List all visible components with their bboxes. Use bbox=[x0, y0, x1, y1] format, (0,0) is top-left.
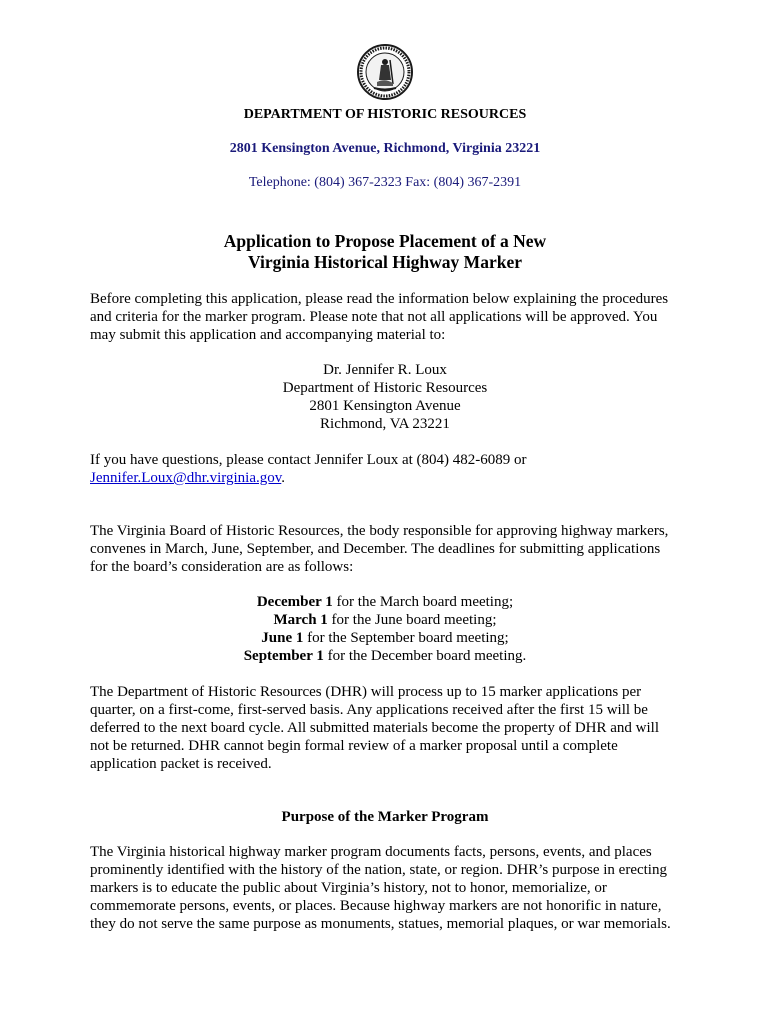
department-name: DEPARTMENT OF HISTORIC RESOURCES bbox=[243, 107, 527, 122]
processing-line-3: deferred to the next board cycle. All submitted materials become the property of DHR and will bbox=[90, 720, 659, 736]
document-title-line-2: Virginia Historical Highway Marker bbox=[248, 252, 522, 272]
deadline-text: for the March board meeting; bbox=[332, 594, 514, 610]
purpose-line-1: The Virginia historical highway marker program documents facts, persons, events, and places bbox=[90, 844, 652, 860]
mailing-city: Richmond, VA 23221 bbox=[320, 416, 450, 432]
virginia-seal-icon bbox=[357, 44, 413, 100]
document-title-line-1: Application to Propose Placement of a New bbox=[223, 231, 547, 251]
contact-email-line bbox=[90, 469, 285, 487]
processing-line-1: The Department of Historic Resources (DHR) will process up to 15 marker applications per bbox=[90, 684, 642, 700]
deadline-date: March 1 bbox=[273, 612, 328, 628]
deadline-date: September 1 bbox=[243, 648, 324, 664]
deadline-december bbox=[0, 593, 770, 611]
contact-period: . bbox=[281, 470, 286, 486]
deadline-date: December 1 bbox=[256, 594, 333, 610]
board-line-3: for the board’s consideration are as follows: bbox=[90, 559, 354, 575]
mailing-name: Dr. Jennifer R. Loux bbox=[323, 362, 447, 378]
purpose-heading: Purpose of the Marker Program bbox=[281, 809, 489, 825]
contact-line: If you have questions, please contact Jennifer Loux at (804) 482-6089 or bbox=[90, 452, 527, 468]
deadline-june bbox=[0, 629, 770, 647]
deadline-march bbox=[0, 611, 770, 629]
deadline-text: for the June board meeting; bbox=[327, 612, 497, 628]
department-telephone: Telephone: (804) 367-2323 Fax: (804) 367-2391 bbox=[248, 175, 522, 190]
deadline-text: for the December board meeting. bbox=[323, 648, 527, 664]
purpose-line-5: they do not serve the same purpose as monuments, statues, memorial plaques, or war memorials. bbox=[90, 916, 671, 932]
processing-line-2: quarter, on a first-come, first-served basis. Any applications received after the first 15 will be bbox=[90, 702, 648, 718]
mailing-street: 2801 Kensington Avenue bbox=[309, 398, 461, 414]
deadline-date: June 1 bbox=[261, 630, 304, 646]
purpose-line-4: commemorate persons, events, or places. Because highway markers are not honorific in nature, bbox=[90, 898, 662, 914]
mailing-department: Department of Historic Resources bbox=[282, 380, 488, 396]
department-address: 2801 Kensington Avenue, Richmond, Virginia 23221 bbox=[229, 141, 541, 156]
deadline-text: for the September board meeting; bbox=[303, 630, 509, 646]
board-line-1: The Virginia Board of Historic Resources, the body responsible for approving highway markers, bbox=[90, 523, 669, 539]
intro-line-3: may submit this application and accompanying material to: bbox=[90, 327, 446, 343]
deadline-september bbox=[0, 647, 770, 665]
processing-line-5: application packet is received. bbox=[90, 756, 272, 772]
intro-line-1: Before completing this application, please read the information below explaining the procedures bbox=[90, 291, 669, 307]
intro-line-2: and criteria for the marker program. Please note that not all applications will be approved. You bbox=[90, 309, 658, 325]
processing-line-4: not be returned. DHR cannot begin formal review of a marker proposal until a complete bbox=[90, 738, 618, 754]
board-line-2: convenes in March, June, September, and December. The deadlines for submitting applications bbox=[90, 541, 661, 557]
purpose-line-2: prominently identified with the history of the nation, state, or region. DHR’s purpose in erecting bbox=[90, 862, 667, 878]
purpose-line-3: markers is to educate the public about Virginia’s history, not to honor, memorialize, or bbox=[90, 880, 607, 896]
contact-email-link[interactable]: Jennifer.Loux@dhr.virginia.gov bbox=[90, 470, 282, 486]
